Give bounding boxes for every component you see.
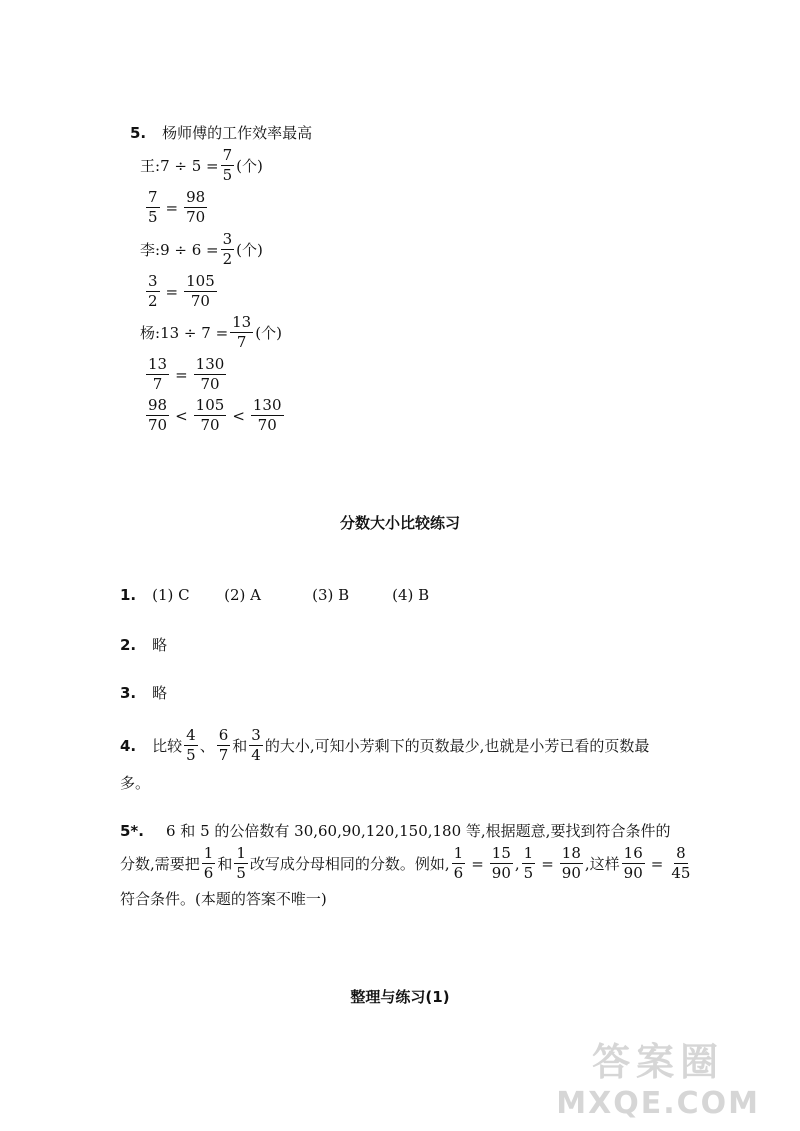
text: ,这样 xyxy=(584,855,620,873)
q4-number: 4. xyxy=(120,736,137,755)
q4-line2: 多。 xyxy=(120,774,151,792)
q5-prev-title-row xyxy=(130,122,312,143)
wang-label: 王 xyxy=(140,157,156,175)
text: 比较 xyxy=(152,737,183,755)
section-title: 整理与练习(1) xyxy=(350,988,450,1006)
li-fraction: $\frac{3}{2}$ xyxy=(222,230,233,268)
q1-number: 1. xyxy=(120,586,137,604)
text: 、 xyxy=(199,737,215,755)
fraction: $\frac{1}{5}$ xyxy=(236,844,246,882)
li-label: 李 xyxy=(140,241,156,259)
q5-line2: 分数,需要把 $\frac{1}{6}$ 和 $\frac{1}{5}$ 改写成分母相同的分数。例如, $\frac{1}{6}$ = $\frac{15}{90}$ , $\frac{1}{5}$ = $\frac{18}{90}$ ,这样 $\frac{16}{90}$ = $\frac{8}{45}$ xyxy=(120,844,691,882)
choice-item: (3) B xyxy=(312,586,350,604)
text: 分数,需要把 xyxy=(120,855,200,873)
fraction: $\frac{13}{7}$ xyxy=(148,355,168,393)
fraction: $\frac{8}{45}$ xyxy=(671,844,691,882)
li-unit: (个) xyxy=(236,241,263,259)
q5-number: 5*. xyxy=(120,821,144,840)
comparison-line: $\frac{98}{70}$ < $\frac{105}{70}$ < $\frac{130}{70}$ xyxy=(148,396,282,434)
text: , xyxy=(514,854,520,873)
text: 和 xyxy=(217,855,233,873)
section-title: 分数大小比较练习 xyxy=(339,514,460,532)
q3-number: 3. xyxy=(120,683,137,702)
q2-row xyxy=(120,634,167,655)
yang-expression: :13 ÷ 7 = xyxy=(155,323,229,342)
text: 的大小,可知小芳剩下的页数最少,也就是小芳已看的页数最 xyxy=(264,737,650,755)
watermark xyxy=(556,1031,760,1121)
text: 改写成分母相同的分数。例如, xyxy=(249,855,450,873)
choice-item: (4) B xyxy=(392,586,430,604)
li-expression: :9 ÷ 6 = xyxy=(155,240,219,259)
text: 和 xyxy=(232,737,248,755)
fraction: $\frac{3}{2}$ xyxy=(148,272,158,310)
yang-label: 杨 xyxy=(140,324,156,342)
q3-row xyxy=(120,682,167,703)
watermark-logo-text: 答案圈 xyxy=(592,1040,725,1084)
fraction: $\frac{130}{70}$ xyxy=(195,355,225,393)
q2-number: 2. xyxy=(120,635,137,654)
fraction: $\frac{98}{70}$ xyxy=(148,396,168,434)
choice-item: (2) A xyxy=(224,586,261,604)
q3-answer: 略 xyxy=(152,684,168,702)
yang-fraction: $\frac{13}{7}$ xyxy=(232,313,252,351)
text: 6 和 5 的公倍数有 30,60,90,120,150,180 等,根据题意,要找到符合条件的 xyxy=(165,822,671,840)
fraction: $\frac{3}{4}$ xyxy=(251,726,261,764)
fraction: $\frac{98}{70}$ xyxy=(186,188,206,226)
fraction: $\frac{16}{90}$ xyxy=(623,844,643,882)
fraction: $\frac{105}{70}$ xyxy=(186,272,215,310)
choice-item: (1) C xyxy=(152,586,190,604)
yang-unit: (个) xyxy=(255,324,282,342)
fraction: $\frac{18}{90}$ xyxy=(561,844,581,882)
q1-row xyxy=(120,586,454,604)
wang-equivalence: $\frac{7}{5}$ = $\frac{98}{70}$ xyxy=(148,188,206,226)
li-line xyxy=(140,232,263,267)
q2-answer: 略 xyxy=(152,636,168,654)
fraction: $\frac{4}{5}$ xyxy=(186,726,196,764)
q5-prev-number: 5. xyxy=(130,123,147,142)
q5-line1 xyxy=(120,820,670,841)
q5-line3: 符合条件。(本题的答案不唯一) xyxy=(120,890,327,908)
fraction: $\frac{105}{70}$ xyxy=(195,396,225,434)
yang-equivalence: $\frac{13}{7}$ = $\frac{130}{70}$ xyxy=(148,355,225,393)
fraction: $\frac{130}{70}$ xyxy=(252,396,282,434)
wang-expression: :7 ÷ 5 = xyxy=(155,156,219,175)
q4-line1 xyxy=(120,728,649,763)
fraction: $\frac{6}{7}$ xyxy=(218,726,229,764)
wang-line xyxy=(140,148,263,183)
fraction: $\frac{1}{6}$ xyxy=(203,844,214,882)
fraction: $\frac{1}{5}$ xyxy=(523,844,534,882)
li-equivalence: $\frac{3}{2}$ = $\frac{105}{70}$ xyxy=(148,272,215,310)
wang-unit: (个) xyxy=(236,157,263,175)
fraction: $\frac{1}{6}$ xyxy=(453,844,464,882)
yang-line xyxy=(140,315,282,350)
fraction: $\frac{15}{90}$ xyxy=(491,844,511,882)
fraction: $\frac{7}{5}$ xyxy=(148,188,158,226)
q5-prev-title: 杨师傅的工作效率最高 xyxy=(162,124,313,142)
watermark-url: MXQE.COM xyxy=(556,1086,760,1121)
wang-fraction: $\frac{7}{5}$ xyxy=(222,146,233,184)
